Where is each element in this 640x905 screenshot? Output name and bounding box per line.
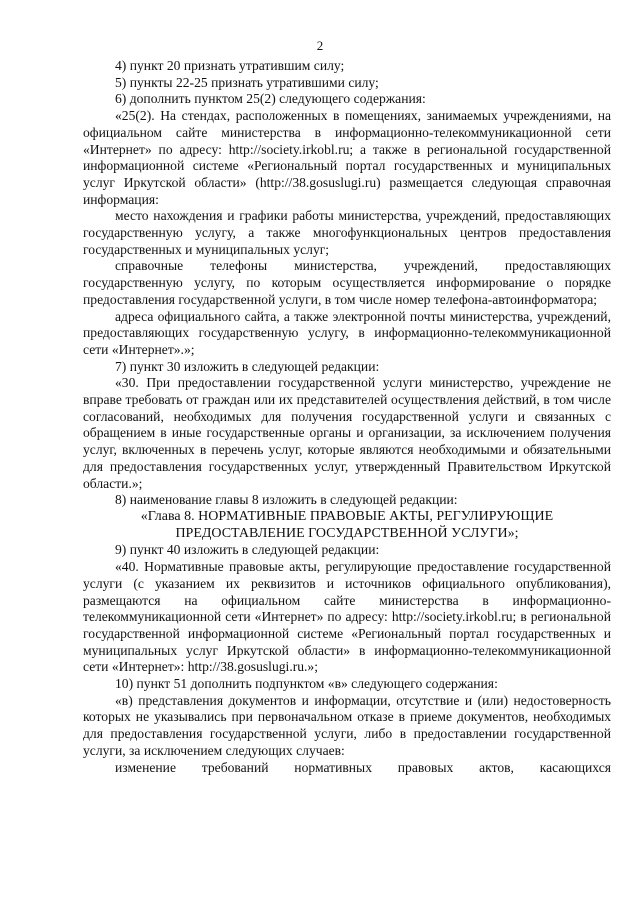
paragraph-item-4: 4) пункт 20 признать утратившим силу; — [115, 58, 345, 73]
paragraph-requirements-change: изменение требований нормативных правовых актов, касающихся — [115, 759, 611, 775]
paragraph-item-9: 9) пункт 40 изложить в следующей редакции: — [115, 542, 380, 558]
document-body — [83, 58, 611, 776]
paragraph-clause-30: «30. При предоставлении государственной услуги министерство, учреждение не вправе требовать от граждан или их представителей осуществления действий, в том числе согласований, необходимых для получения государственной услуги и связанных с обращением в иные государственные органы и организации, за исключением получения услуг, включенных в перечень услуг, которые являются необходимыми и обязательными для предоставления государственных услуг, утвержденный Правительством Иркутской области.»; — [83, 375, 611, 491]
paragraph-clause-40: «40. Нормативные правовые акты, регулирующие предоставление государственной услуги (с указанием их реквизитов и источников официального опубликования), размещаются на официальном сайте министерства в информационно-телекоммуникационной сети «Интернет» по адресу: http://society.irkobl.ru; в региональной государственной информационной системе «Региональный портал государственных и муниципальных услуг Иркутской области» в информационно-телекоммуникационной сети «Интернет»: http://38.gosuslugi.ru.»; — [83, 559, 611, 675]
chapter-8-title: «Глава 8. НОРМАТИВНЫЕ ПРАВОВЫЕ АКТЫ, РЕГУЛИРУЮЩИЕ ПРЕДОСТАВЛЕНИЕ ГОСУДАРСТВЕННОЙ УСЛУГИ»; — [140, 508, 554, 541]
paragraph-item-6: 6) дополнить пунктом 25(2) следующего содержания: — [115, 91, 426, 107]
paragraph-location-info: место нахождения и графики работы министерства, учреждений, предоставляющих государственную услугу, а также многофункциональных центров предоставления государственных и муниципальных услуг; — [83, 208, 611, 257]
paragraph-item-10: 10) пункт 51 дополнить подпунктом «в» следующего содержания: — [115, 676, 498, 692]
paragraph-item-5: 5) пункты 22-25 признать утратившими силу; — [115, 74, 379, 90]
paragraph-phones-info: справочные телефоны министерства, учреждений, предоставляющих государственную услугу, по которым осуществляется информирование о порядке предоставления государственной услуги, в том числе номер телефона-автоинформатора; — [83, 258, 611, 307]
paragraph-item-7: 7) пункт 30 изложить в следующей редакции: — [115, 358, 380, 374]
paragraph-addresses-info: адреса официального сайта, а также электронной почты министерства, учреждений, предоставляющих государственную услугу, в информационно-телекоммуникационной сети «Интернет».»; — [83, 308, 611, 357]
paragraph-item-8: 8) наименование главы 8 изложить в следующей редакции: — [115, 492, 458, 508]
paragraph-subclause-v: «в) представления документов и информации, отсутствие и (или) недостоверность которых не указывались при первоначальном отказе в приеме документов, необходимых для предоставления государственной услуги, либо в предоставлении государственной услуги, за исключением следующих случаев: — [83, 692, 611, 758]
paragraph-clause-25-2: «25(2). На стендах, расположенных в помещениях, занимаемых учреждениями, на официальном сайте министерства в информационно-телекоммуникационной сети «Интернет» по адресу: http://society.irkobl.ru; а также в региональной государственной информационной системе «Региональный портал государственных и муниципальных услуг Иркутской области» (http://38.gosuslugi.ru) размещается следующая справочная информация: — [83, 108, 611, 207]
page-number: 2 — [316, 38, 324, 53]
